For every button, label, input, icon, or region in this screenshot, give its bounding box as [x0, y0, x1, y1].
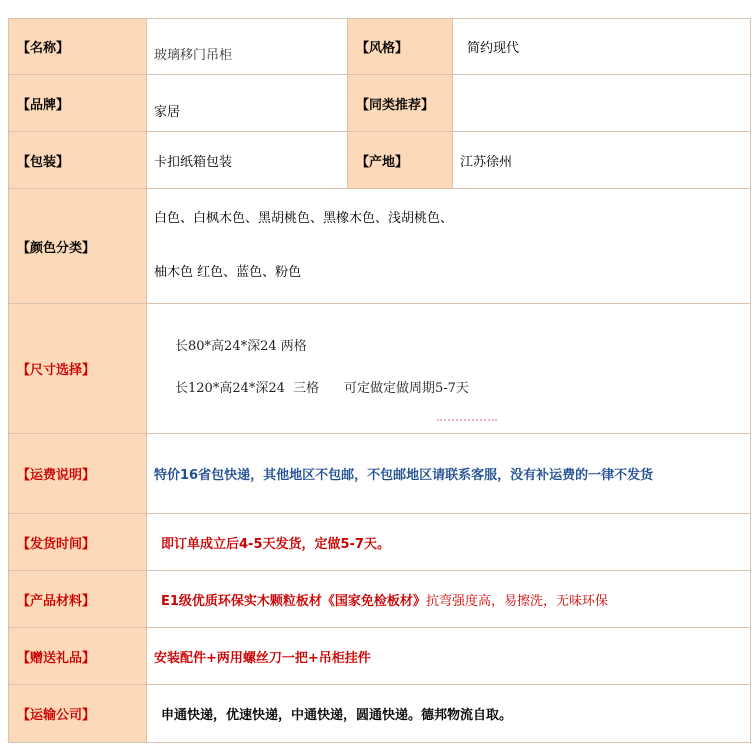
material-value	[147, 571, 751, 628]
color-value	[147, 189, 751, 304]
similar-label: 【同类推荐】	[348, 75, 453, 132]
row-gift	[9, 628, 751, 685]
row-brand	[9, 75, 751, 132]
color-label: 【颜色分类】	[9, 189, 147, 304]
gift-label: 【赠送礼品】	[9, 628, 147, 685]
size-line-2	[175, 367, 750, 411]
name-label: 【名称】	[9, 19, 147, 75]
style-label: 【风格】	[348, 19, 453, 75]
color-line-2: 柚木色 红色、蓝色、粉色	[154, 265, 302, 280]
brand-label: 【品牌】	[9, 75, 147, 132]
size-custom-note: 可定做定做周期5-7天	[343, 380, 469, 396]
row-color	[9, 189, 751, 304]
material-plain: 抗弯强度高，易擦洗，无味环保	[425, 593, 608, 609]
material-bold: E1级优质环保实木颗粒板材《国家免检板材》	[161, 593, 426, 609]
name-value: 玻璃移门吊柜	[147, 19, 348, 75]
carrier-value: 申通快递，优速快递，中通快递，圆通快递。德邦物流自取。	[147, 685, 751, 743]
carrier-label: 【运输公司】	[9, 685, 147, 743]
similar-value	[453, 75, 751, 132]
shipping-label: 【运费说明】	[9, 434, 147, 514]
package-label: 【包装】	[9, 132, 147, 189]
row-carrier	[9, 685, 751, 743]
size-line-1: 长80*高24*深24 两格	[175, 338, 307, 354]
row-material	[9, 571, 751, 628]
product-spec-table	[8, 18, 751, 743]
row-name	[9, 19, 751, 75]
row-size	[9, 304, 751, 434]
shipping-value: 特价16省包快递，其他地区不包邮，不包邮地区请联系客服，没有补运费的一律不发货	[147, 434, 751, 514]
delivery-value: 即订单成立后4-5天发货，定做5-7天。	[147, 514, 751, 571]
origin-label: 【产地】	[348, 132, 453, 189]
size-three-grid: 长120*高24*深24 三格	[175, 380, 320, 396]
size-value	[147, 304, 751, 434]
origin-value: 江苏徐州	[453, 132, 751, 189]
row-delivery	[9, 514, 751, 571]
package-value: 卡扣纸箱包装	[147, 132, 348, 189]
row-package	[9, 132, 751, 189]
pink-decoration	[437, 419, 497, 425]
brand-value: 家居	[147, 75, 348, 132]
size-label: 【尺寸选择】	[9, 304, 147, 434]
style-value: 简约现代	[453, 19, 751, 75]
color-line-1: 白色、白枫木色、黑胡桃色、黑橡木色、浅胡桃色、	[154, 211, 454, 226]
row-shipping	[9, 434, 751, 514]
delivery-label: 【发货时间】	[9, 514, 147, 571]
gift-value: 安装配件+两用螺丝刀一把+吊柜挂件	[147, 628, 751, 685]
material-label: 【产品材料】	[9, 571, 147, 628]
